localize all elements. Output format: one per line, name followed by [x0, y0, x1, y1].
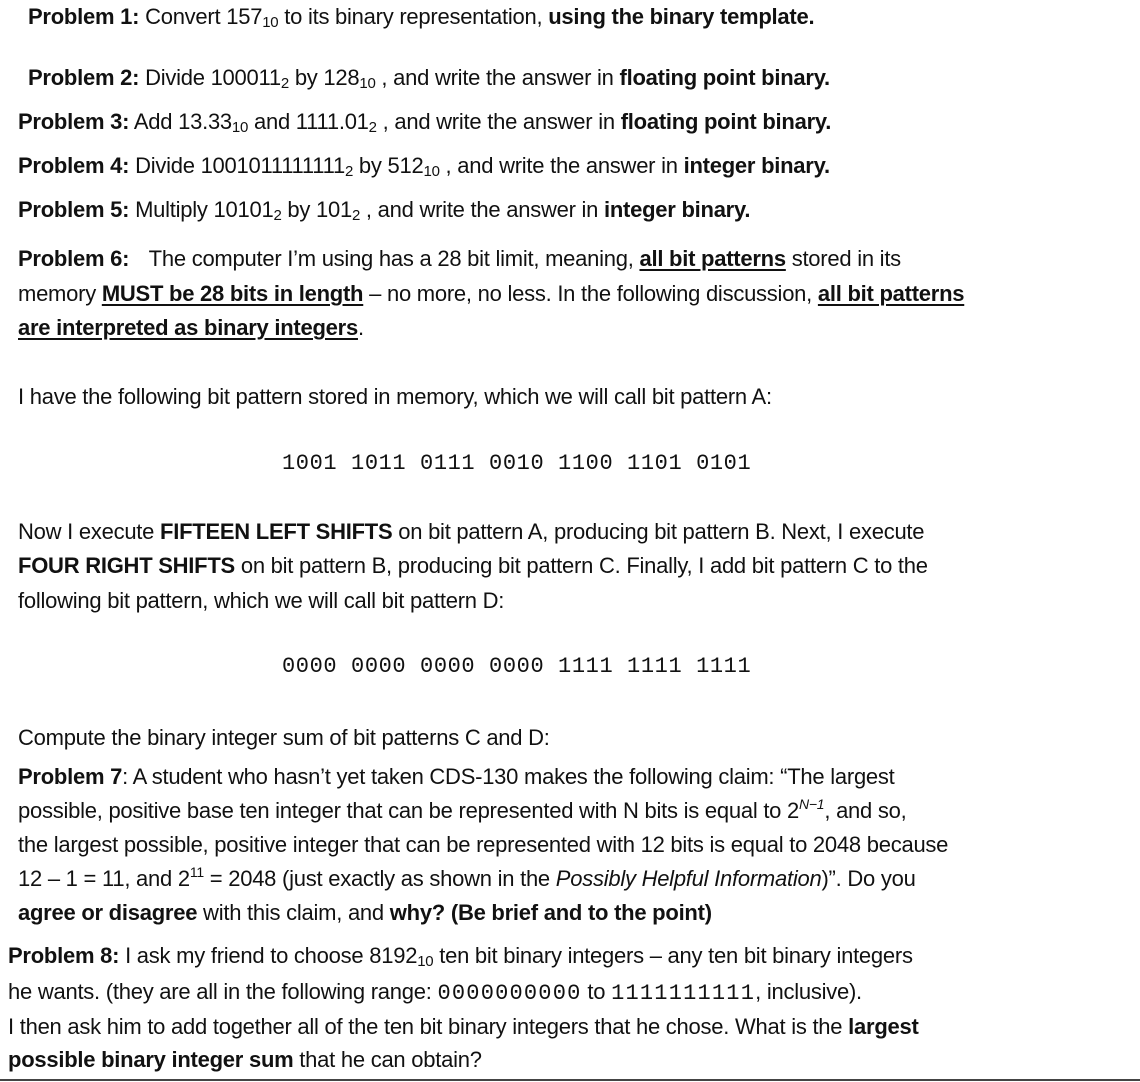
- bit-pattern-d: 0000 0000 0000 0000 1111 1111 1111: [282, 654, 752, 679]
- problem-5: Problem 5: Multiply $10101_2$ by $101_2$ , and write the answer in integer binary.: [18, 197, 751, 224]
- problem-7-line-1: Problem 7: A student who hasn’t yet taken CDS-130 makes the following claim: “The largest: [18, 764, 895, 789]
- problem-2-label: Problem 2:: [28, 65, 140, 90]
- problem-6-line-1: Problem 6: The computer I’m using has a 28 bit limit, meaning, all bit patterns stored in its: [18, 246, 901, 271]
- problem-4-label: Problem 4:: [18, 153, 130, 178]
- shifts-line-3: following bit pattern, which we will call bit pattern D:: [18, 588, 505, 613]
- problem-1-label: Problem 1:: [28, 4, 140, 29]
- shifts-line-1: Now I execute FIFTEEN LEFT SHIFTS on bit pattern A, producing bit pattern B. Next, I execute: [18, 519, 925, 544]
- problem-8-line-2: he wants. (they are all in the following range: 0000000000 to 1111111111, inclusive).: [8, 979, 862, 1006]
- problem-8-line-4: possible binary integer sum that he can obtain?: [8, 1047, 482, 1072]
- compute-sum-prompt: Compute the binary integer sum of bit patterns C and D:: [18, 725, 550, 750]
- problem-6-line-3: are interpreted as binary integers.: [18, 315, 364, 340]
- problem-8-label: Problem 8:: [8, 943, 120, 968]
- problem-7-line-4: 12 – 1 = 11, and $2^{11} = 2048$ (just exactly as shown in the Possibly Helpful Information)”. Do you: [18, 864, 916, 891]
- problem-7-label: Problem 7: [18, 764, 123, 789]
- pattern-a-intro: I have the following bit pattern stored in memory, which we will call bit pattern A:: [18, 384, 772, 409]
- problem-3: Problem 3: Add $13.33_{10}$ and $1111.01_2$ , and write the answer in floating point binary.: [18, 109, 832, 136]
- bit-pattern-a: 1001 1011 0111 0010 1100 1101 0101: [282, 451, 752, 476]
- page-bottom-edge: [0, 1079, 1140, 1081]
- problem-8-line-1: Problem 8: I ask my friend to choose $8192_{10}$ ten bit binary integers – any ten bit binary integers: [8, 943, 913, 970]
- problem-6-label: Problem 6:: [18, 246, 130, 271]
- problem-8-line-3: I then ask him to add together all of the ten bit binary integers that he chose. What is the largest: [8, 1014, 919, 1039]
- problem-4: Problem 4: Divide $1001011111111_2$ by $512_{10}$ , and write the answer in integer binary.: [18, 153, 830, 180]
- problem-6-line-2: memory MUST be 28 bits in length – no more, no less. In the following discussion, all bit patterns: [18, 281, 965, 306]
- problem-7-line-3: the largest possible, positive integer that can be represented with 12 bits is equal to 2048 because: [18, 832, 949, 857]
- shifts-line-2: FOUR RIGHT SHIFTS on bit pattern B, producing bit pattern C. Finally, I add bit pattern C to the: [18, 553, 928, 578]
- problem-3-label: Problem 3:: [18, 109, 130, 134]
- problem-7-line-2: possible, positive base ten integer that can be represented with N bits is equal to $2^{N-1}$, and so,: [18, 796, 907, 823]
- problem-2: Problem 2: Divide $100011_2$ by $128_{10}$ , and write the answer in floating point binary.: [28, 65, 830, 92]
- problem-1: Problem 1: Convert $157_{10}$ to its binary representation, using the binary template.: [28, 4, 815, 31]
- problem-7-line-5: agree or disagree with this claim, and why? (Be brief and to the point): [18, 900, 712, 925]
- problem-5-label: Problem 5:: [18, 197, 130, 222]
